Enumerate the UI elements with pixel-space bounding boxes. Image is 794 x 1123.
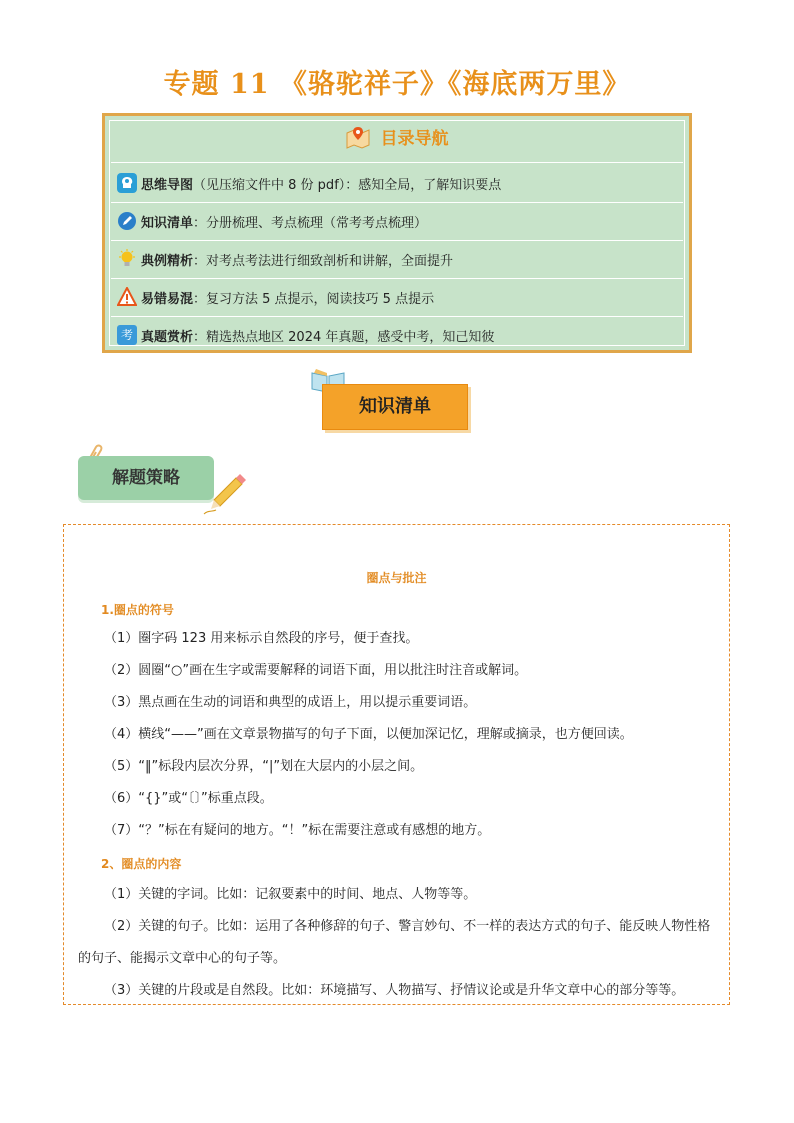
warning-icon [117, 287, 137, 307]
knowledge-list-badge: 知识清单 [322, 384, 468, 430]
paragraph: （5）“‖”标段内层次分界，“|”划在大层内的小层之间。 [104, 759, 424, 774]
toc-item-mindmap[interactable]: 思维导图 （见压缩文件中 8 份 pdf）：感知全局，了解知识要点 [117, 166, 681, 200]
section-heading: 圈点与批注 [366, 571, 427, 585]
pencil-icon [200, 470, 250, 516]
pencil-circle-icon [117, 211, 137, 231]
strategy-tag: 解题策略 [78, 456, 214, 500]
toc-item-mistakes[interactable]: 易错易混 ：复习方法 5 点提示，阅读技巧 5 点提示 [117, 280, 681, 314]
paragraph: （7）“？”标在有疑问的地方。“！”标在需要注意或有感想的地方。 [104, 823, 491, 838]
paragraph: （1）圈字码 123 用来标示自然段的序号，便于查找。 [104, 631, 419, 646]
lightbulb-icon [117, 249, 137, 269]
paragraph: （6）“{}”或“〔〕”标重点段。 [104, 791, 273, 806]
paragraph: （2）关键的句子。比如：运用了各种修辞的句子、警言妙句、不一样的表达方式的句子、能反映人物性格的句子、能揭示文章中心的句子等。 [78, 919, 711, 966]
subheading-content: 2、圈点的内容 [101, 857, 182, 871]
toc-item-examples[interactable]: 典例精析 ：对考点考法进行细致剖析和讲解，全面提升 [117, 242, 681, 276]
page-title: 专题 11 《骆驼祥子》《海底两万里》 [163, 69, 631, 100]
paragraph: （4）横线“——”画在文章景物描写的句子下面，以便加深记忆，理解或摘录，也方便回读。 [104, 727, 633, 742]
toc-navigation-box [102, 113, 692, 353]
map-pin-icon [345, 125, 371, 149]
subheading-symbols: 1.圈点的符号 [101, 603, 174, 617]
paragraph: （1）关键的字词。比如：记叙要素中的时间、地点、人物等等。 [104, 887, 477, 902]
toc-heading [105, 124, 689, 158]
paragraph: （3）黑点画在生动的词语和典型的成语上，用以提示重要词语。 [104, 695, 477, 710]
toc-item-real-exams[interactable]: 考 真题赏析 ：精选热点地区 2024 年真题，感受中考，知己知彼 [117, 318, 681, 352]
paragraph: （3）关键的片段或是自然段。比如：环境描写、人物描写、抒情议论或是升华文章中心的部分等等。 [104, 983, 685, 998]
exam-icon: 考 [117, 325, 137, 345]
toc-item-knowledge[interactable]: 知识清单 ：分册梳理、考点梳理（常考考点梳理） [117, 204, 681, 238]
brain-head-icon [117, 173, 137, 193]
toc-heading-label: 目录导航 [380, 129, 449, 149]
content-dashed-box [63, 524, 730, 1005]
paragraph: （2）圆圈“○”画在生字或需要解释的词语下面，用以批注时注音或解词。 [104, 663, 528, 678]
